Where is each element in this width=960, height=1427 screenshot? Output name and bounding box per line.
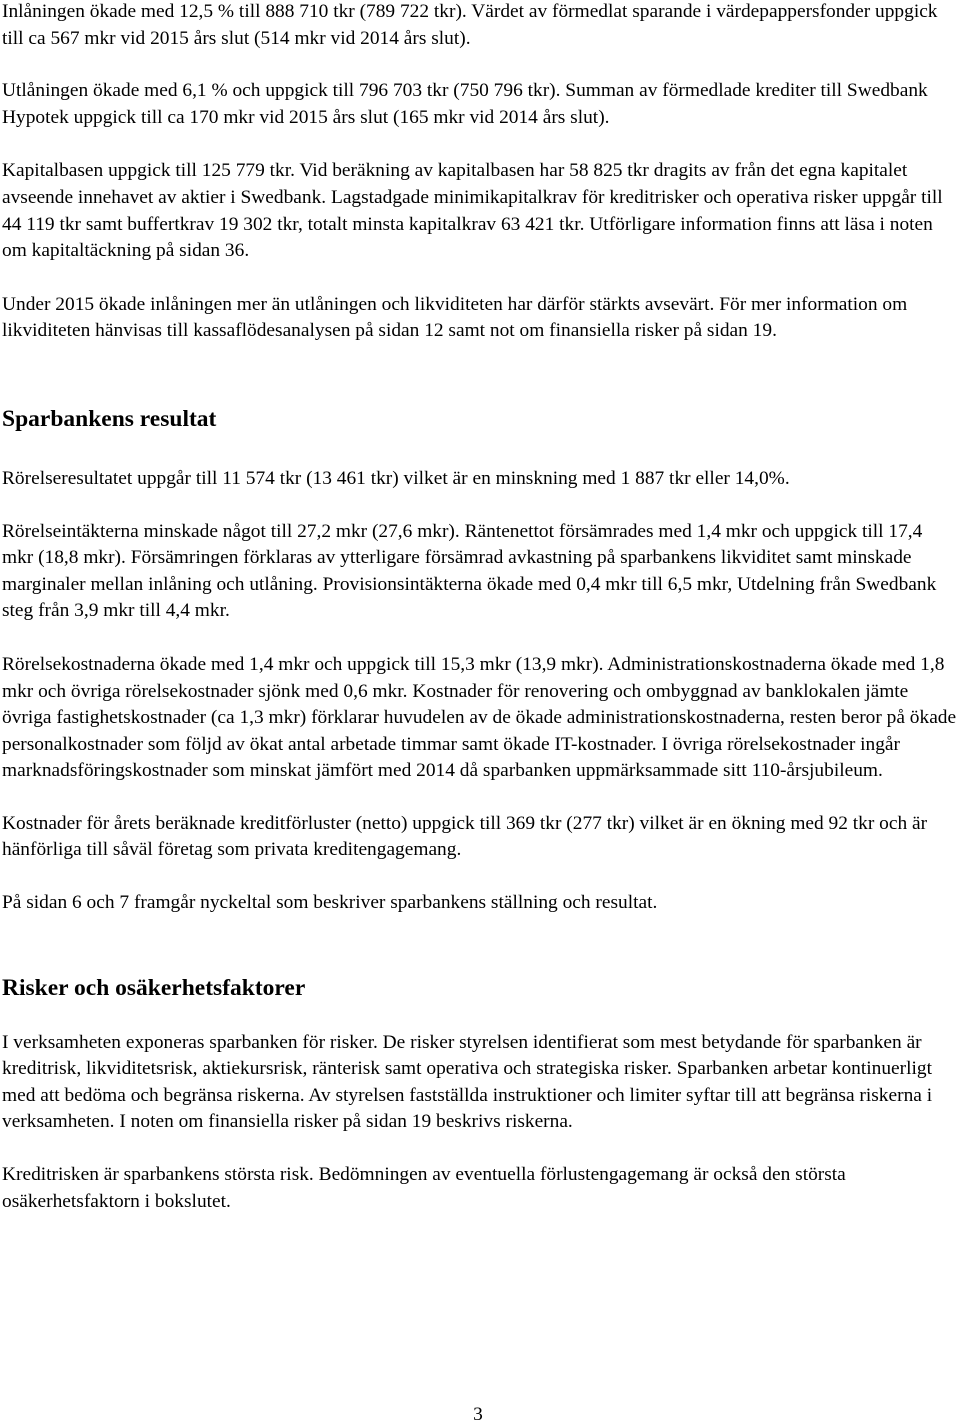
paragraph-kapitalbas: Kapitalbasen uppgick till 125 779 tkr. Vid beräkning av kapitalbasen har 58 825 tkr dragits av från det egna kapitalet avseende innehavet av aktier i Swedbank. Lagstadgade minimikapitalkrav för kreditrisker och operativa risker uppgår till 44 119 tkr samt buffertkrav 19 302 tkr, totalt minsta kapitalkrav 63 421 tkr. Utförligare information finns att läsa i noten om kapitaltäckning på sidan 36. (2, 160, 943, 262)
paragraph-rorelseintakter: Rörelseintäkterna minskade något till 27,2 mkr (27,6 mkr). Räntenettot försämrades med 1,4 mkr och uppgick till 17,4 mkr (18,8 mkr). Försämringen förklaras av ytterligare försämrad avkastning på sparbankens likviditet samt minskade marginaler mellan inlåning och utlåning. Provisionsintäkterna ökade med 0,4 mkr till 6,5 mkr, Utdelning från Swedbank steg från 3,9 mkr till 4,4 mkr. (2, 520, 937, 622)
paragraph-utlaning: Utlåningen ökade med 6,1 % och uppgick till 796 703 tkr (750 796 tkr). Summan av förmedlade krediter till Swedbank Hypotek uppgick till ca 170 mkr vid 2015 års slut (165 mkr vid 2014 års slut). (2, 80, 928, 128)
paragraph-nyckeltal: På sidan 6 och 7 framgår nyckeltal som beskriver sparbankens ställning och resultat. (2, 892, 658, 914)
paragraph-rorelseresultat: Rörelseresultatet uppgår till 11 574 tkr (13 461 tkr) vilket är en minskning med 1 887 tkr eller 14,0%. (2, 467, 790, 489)
paragraph-rorelsekostnader: Rörelsekostnaderna ökade med 1,4 mkr och uppgick till 15,3 mkr (13,9 mkr). Administrationskostnaderna ökade med 1,8 mkr och övriga rörelsekostnader sjönk med 0,6 mkr. Kostnader för renovering och ombyggnad av banklokalen jämte övriga fastighetskostnader (ca 1,3 mkr) förklarar huvudelen av de ökade administrationskostnaderna, resten beror på ökade personalkostnader som följd av ökat antal arbetade timmar samt ökade IT-kostnader. I övriga rörelsekostnader ingår marknadsföringskostnader som minskat jämfört med 2014 då sparbanken uppmärksammade sitt 110-årsjubileum. (2, 653, 957, 782)
paragraph-kreditrisk: Kreditrisken är sparbankens största risk. Bedömningen av eventuella förlustengagemang är också den största osäkerhetsfaktorn i bokslutet. (2, 1164, 846, 1212)
paragraph-risker: I verksamheten exponeras sparbanken för risker. De risker styrelsen identifierat som mest betydande för sparbanken är kreditrisk, likviditetsrisk, aktiekursrisk, ränterisk samt operativa och strategiska risker. Sparbanken arbetar kontinuerligt med att bedöma och begränsa riskerna. Av styrelsen fastställda instruktioner och limiter syftar till att begränsa riskerna i verksamheten. I noten om finansiella risker på sidan 19 beskrivs riskerna. (2, 1031, 933, 1133)
heading-sparbankens-resultat: Sparbankens resultat (2, 405, 217, 432)
page-number: 3 (473, 1404, 483, 1425)
paragraph-kreditforluster: Kostnader för årets beräknade kreditförluster (netto) uppgick till 369 tkr (277 tkr) vilket är en ökning med 92 tkr och är hänförliga till såväl företag som privata kreditengagemang. (2, 812, 928, 861)
heading-risker: Risker och osäkerhetsfaktorer (2, 974, 306, 1001)
paragraph-likviditet: Under 2015 ökade inlåningen mer än utlåningen och likviditeten har därför stärkts avsevärt. För mer information om likviditeten hänvisas till kassaflödesanalysen på sidan 12 samt not om finansiella risker på sidan 19. (2, 293, 908, 342)
paragraph-inlaning: Inlåningen ökade med 12,5 % till 888 710 tkr (789 722 tkr). Värdet av förmedlat sparande i värdepappersfonder uppgick till ca 567 mkr vid 2015 års slut (514 mkr vid 2014 års slut). (2, 1, 938, 49)
page-content (2, 0, 958, 1215)
